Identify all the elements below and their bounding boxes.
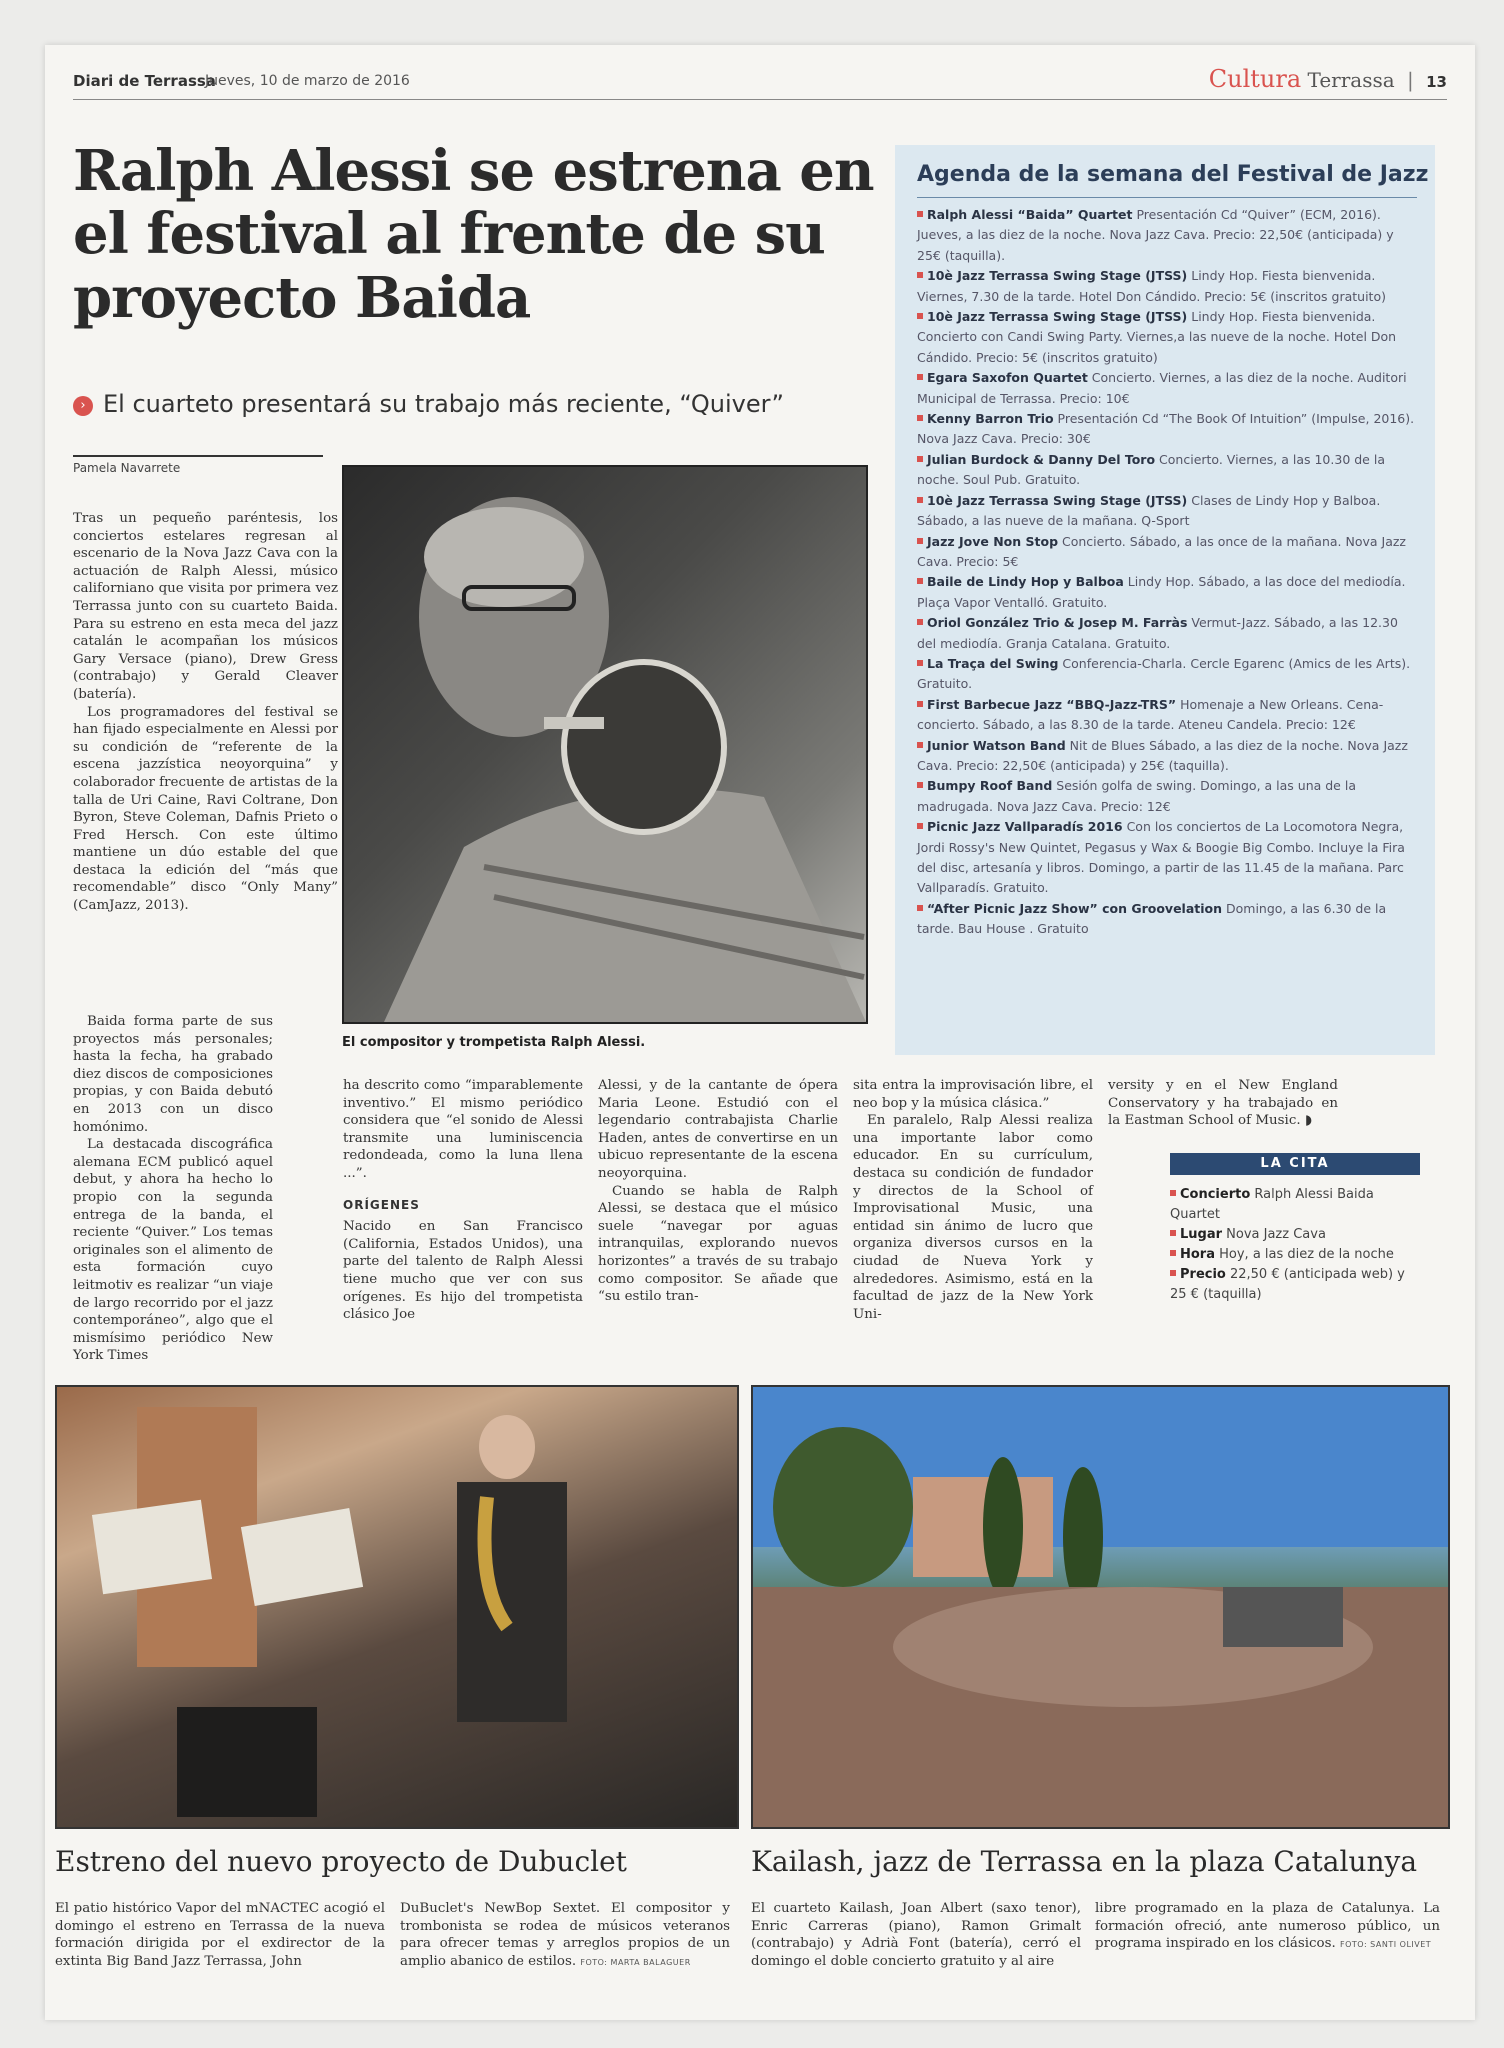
agenda-item: “After Picnic Jazz Show” con Groovelation Domingo, a las 6.30 de la tarde. Bau House . Gratuito bbox=[917, 900, 1387, 937]
main-photo bbox=[342, 465, 868, 1024]
subsection-name: Terrassa bbox=[1307, 68, 1395, 92]
paragraph: La destacada discográfica alemana ECM publicó aquel debut, y ahora ha hecho lo propio con la segunda entrega de la banda, el reciente “Quiver.” Los temas originales son el alimento de esta formación cuyo leitmotiv es realizar “un viaje de largo recorrido por el jazz contemporáneo”, algo que el mismísimo periódico New York Times bbox=[73, 1137, 273, 1364]
photo-credit: FOTO: SANTI OLIVET bbox=[1340, 1940, 1432, 1950]
la-cita-item: Precio 22,50 € (anticipada web) y 25 € (taquilla) bbox=[1170, 1267, 1405, 1302]
agenda-item: First Barbecue Jazz “BBQ-Jazz-TRS” Homenaje a New Orleans. Cena-concierto. Sábado, a las 8.30 de la tarde. Ateneu Candela. Precio: 12€ bbox=[917, 696, 1384, 733]
article-column-5 bbox=[1108, 1077, 1338, 1130]
article-column-3 bbox=[598, 1077, 838, 1306]
agenda-item: Bumpy Roof Band Sesión golfa de swing. Domingo, a las una de la madrugada. Nova Jazz Cava. Precio: 12€ bbox=[917, 778, 1356, 814]
la-cita-item: Lugar Nova Jazz Cava bbox=[1170, 1225, 1420, 1245]
article-column-1 bbox=[73, 510, 338, 915]
agenda-item: Egara Saxofon Quartet Concierto. Viernes, a las diez de la noche. Auditori Municipal de Terrassa. Precio: 10€ bbox=[917, 370, 1407, 406]
newspaper-page bbox=[45, 45, 1475, 2020]
kailash-text-1: El cuarteto Kailash, Joan Albert (saxo tenor), Enric Carreras (piano), Ramon Grimalt (contrabajo) y Adrià Font (batería), cerró el domingo el doble concierto gratuito y al aire bbox=[751, 1901, 1081, 1969]
subheadline-text: El cuarteto presentará su trabajo más reciente, “Quiver” bbox=[103, 390, 784, 418]
author-byline: Pamela Navarrete bbox=[73, 455, 323, 475]
agenda-item: Oriol González Trio & Josep M. Farràs Vermut-Jazz. Sábado, a las 12.30 del mediodía. Granja Catalana. Gratuito. bbox=[917, 615, 1398, 651]
agenda-rule bbox=[917, 197, 1417, 198]
dubuclet-text-1: El patio histórico Vapor del mNACTEC acogió el domingo el estreno en Terrassa de la nueva formación dirigida por el exdirector de la extinta Big Band Jazz Terrassa, John bbox=[55, 1901, 385, 1969]
newspaper-name: Diari de Terrassa bbox=[73, 72, 216, 90]
agenda-item: Julian Burdock & Danny Del Toro Concierto. Viernes, a las 10.30 de la noche. Soul Pub. Gratuito. bbox=[917, 451, 1385, 488]
paragraph: Tras un pequeño paréntesis, los conciertos estelares regresan al escenario de la Nova Jazz Cava con la actuación de Ralph Alessi, músico californiano que visita por primera vez Terrassa junto con su cuarteto Baida. Para su estreno en esta meca del jazz catalán le acompañan los músicos Gary Versace (piano), Drew Gress (contrabajo) y Gerald Cleaver (batería). bbox=[73, 511, 338, 702]
dubuclet-text-2 bbox=[400, 1900, 730, 1971]
agenda-item: Baile de Lindy Hop y Balboa Lindy Hop. Sábado, a las doce del mediodía. Plaça Vapor Ventalló. Gratuito. bbox=[917, 574, 1406, 610]
paragraph: versity y en el New England Conservatory y ha trabajado en la Eastman School of Music. ◗ bbox=[1108, 1078, 1338, 1129]
paragraph: En paralelo, Ralp Alessi realiza una importante labor como educador. En su currículum, destaca su condición de fundador y directos de la School of Improvisational Music, una entidad sin ánimo de lucro que organiza diversos cursos en la ciudad de Nueva York y alrededores. Asimismo, está en la facultad de jazz de la New York Uni- bbox=[853, 1113, 1093, 1322]
agenda-item: Junior Watson Band Nit de Blues Sábado, a las diez de la noche. Nova Jazz Cava. Precio: 22,50€ (anticipada) y 25€ (taquilla). bbox=[917, 737, 1408, 773]
header-rule bbox=[73, 99, 1447, 100]
section-subhead: ORÍGENES bbox=[343, 1197, 420, 1212]
section-header: Cultura Terrassa | 13 bbox=[1208, 65, 1447, 93]
section-name: Cultura bbox=[1208, 65, 1302, 93]
la-cita-title: LA CITA bbox=[1170, 1153, 1420, 1175]
agenda-item: Picnic Jazz Vallparadís 2016 Con los conciertos de La Locomotora Negra, Jordi Rossy's New Quintet, Pegasus y Wax & Boogie Big Combo. Incluye la Fira del disc, artesanía y libros. Domingo, a partir de las 11.45 de la mañana. Parc Vallparadís. Gratuito. bbox=[917, 819, 1405, 896]
kailash-text-2 bbox=[1095, 1900, 1440, 1954]
dubuclet-band-photo bbox=[55, 1385, 739, 1829]
article-column-2 bbox=[343, 1077, 583, 1324]
paragraph: Cuando se habla de Ralph Alessi, se destaca que el músico suele “navegar por aguas intranquilas, explorando nuevos horizontes” a través de su trabajo como compositor. Se añade que “su estilo tran- bbox=[598, 1183, 838, 1305]
kailash-headline: Kailash, jazz de Terrassa en la plaza Catalunya bbox=[751, 1845, 1418, 1878]
kailash-text-2-body: libre programado en la plaza de Catalunya. La formación ofreció, ante numeroso público, un programa inspirado en los clásicos. bbox=[1095, 1901, 1440, 1952]
paragraph: Alessi, y de la cantante de ópera Maria Leone. Estudió con el legendario contrabajista Charlie Haden, antes de convertirse en un ubicuo representante de la escena neoyorquina. bbox=[598, 1078, 838, 1181]
band-illustration bbox=[57, 1387, 737, 1827]
article-column-1b bbox=[73, 1013, 273, 1365]
paragraph: Baida forma parte de sus proyectos más personales; hasta la fecha, ha grabado diez discos de composiciones propias, y con Baida debutó en 2013 con un disco homónimo. bbox=[73, 1014, 273, 1135]
paragraph: ha descrito como “imparablemente inventivo.” El mismo periódico considera que “el sonido de Alessi transmite una luminiscencia redondeada, como la luna llena ...”. bbox=[343, 1078, 583, 1181]
issue-date: Jueves, 10 de marzo de 2016 bbox=[205, 73, 410, 89]
chevron-right-icon: › bbox=[73, 396, 93, 416]
agenda-item: Jazz Jove Non Stop Concierto. Sábado, a las once de la mañana. Nova Jazz Cava. Precio: 5€ bbox=[917, 533, 1406, 569]
agenda-item: Kenny Barron Trio Presentación Cd “The Book Of Intuition” (Impulse, 2016). Nova Jazz Cava. Precio: 30€ bbox=[917, 411, 1415, 447]
agenda-item: 10è Jazz Terrassa Swing Stage (JTSS) Clases de Lindy Hop y Balboa. Sábado, a las nueve de la mañana. Q-Sport bbox=[917, 492, 1381, 529]
agenda-list bbox=[917, 205, 1417, 940]
kailash-concert-photo bbox=[751, 1385, 1450, 1829]
la-cita-item: Hora Hoy, a las diez de la noche bbox=[1170, 1245, 1420, 1265]
agenda-item: 10è Jazz Terrassa Swing Stage (JTSS) Lindy Hop. Fiesta bienvenida. Viernes, 7.30 de la tarde. Hotel Don Cándido. Precio: 5€ (inscritos gratuito) bbox=[917, 268, 1386, 304]
dubuclet-text-2-body: DuBuclet's NewBop Sextet. El compositor y trombonista se rodea de músicos veteranos para ofrecer temas y arreglos propios de un amplio abanico de estilos. bbox=[400, 1901, 730, 1969]
trumpet-player-illustration bbox=[344, 467, 866, 1022]
agenda-item: Ralph Alessi “Baida” Quartet Presentación Cd “Quiver” (ECM, 2016). Jueves, a las diez de la noche. Nova Jazz Cava. Precio: 22,50€ (anticipada) y 25€ (taquilla). bbox=[917, 207, 1394, 263]
paragraph: sita entra la improvisación libre, el neo bop y la música clásica.” bbox=[853, 1078, 1093, 1111]
la-cita-list bbox=[1170, 1185, 1420, 1305]
plaza-crowd-illustration bbox=[753, 1387, 1448, 1827]
photo-credit: FOTO: MARTA BALAGUER bbox=[580, 1957, 691, 1967]
article-column-4 bbox=[853, 1077, 1093, 1323]
agenda-item: 10è Jazz Terrassa Swing Stage (JTSS) Lindy Hop. Fiesta bienvenida. Concierto con Candi Swing Party. Viernes,a las nueve de la noche. Hotel Don Cándido. Precio: 5€ (inscritos gratuito) bbox=[917, 309, 1397, 365]
page-number: 13 bbox=[1426, 73, 1447, 91]
agenda-item: La Traça del Swing Conferencia-Charla. Cercle Egarenc (Amics de les Arts). Gratuito. bbox=[917, 655, 1411, 692]
dubuclet-headline: Estreno del nuevo proyecto de Dubuclet bbox=[55, 1845, 627, 1878]
photo-caption: El compositor y trompetista Ralph Alessi. bbox=[342, 1035, 646, 1050]
la-cita-item: Concierto Ralph Alessi Baida Quartet bbox=[1170, 1187, 1374, 1222]
agenda-title: Agenda de la semana del Festival de Jazz bbox=[917, 162, 1429, 187]
paragraph: Los programadores del festival se han fijado especialmente en Alessi por su condición de “referente de la escena jazzística neoyorquina” y colaborador frecuente de artistas de la talla de Uri Caine, Ravi Coltrane, Don Byron, Steve Coleman, Dafnis Prieto o Fred Hersch. Con este último mantiene un dúo estable del que destaca la edición del “más que recomendable” disco “Only Many” (CamJazz, 2013). bbox=[73, 704, 338, 914]
article-subheadline bbox=[73, 390, 893, 418]
article-headline: Ralph Alessi se estrena en el festival al frente de su proyecto Baida bbox=[73, 138, 874, 331]
paragraph: Nacido en San Francisco (California, Estados Unidos), una parte del talento de Ralph Alessi tiene mucho que ver con sus orígenes. Es hijo del trompetista clásico Joe bbox=[343, 1219, 583, 1323]
